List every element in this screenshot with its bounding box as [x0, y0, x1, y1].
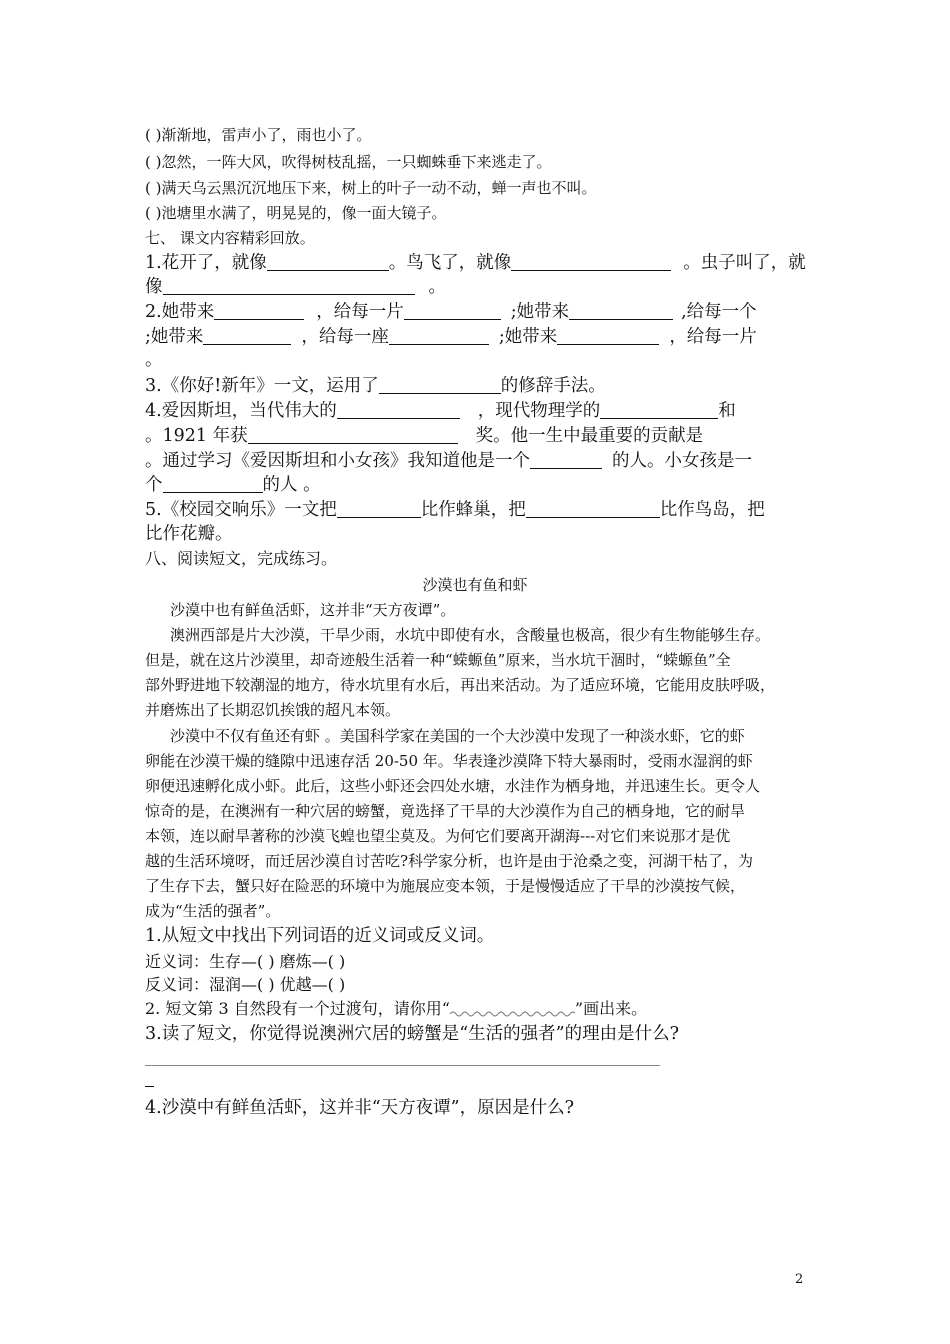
order-item-2 — [145, 155, 552, 170]
s8-q2-text: 2. 短文第 3 自然段有一个过渡句，请你用“ — [145, 999, 450, 1018]
s7-q4-text: 奖。他一生中最重要的贡献是 — [475, 426, 704, 446]
passage-line: 了生存下去，蟹只好在险恶的环境中为施展应变本领，于是慢慢适应了干旱的沙漠按气候， — [145, 877, 746, 895]
passage-line: 卵便迅速孵化成小虾。此后，这些小虾还会四处水塘，水洼作为栖身地，并迅速生长。更令人 — [145, 777, 761, 795]
s7-q5-line1 — [145, 501, 765, 520]
s8-q1: 1.从短文中找出下列词语的近义词或反义词。 — [145, 926, 495, 946]
passage-line: 卵能在沙漠干燥的缝隙中迅速存活 20-50 年。华表逢沙漠降下特大暴雨时，受雨水湿润的虾 — [145, 752, 753, 770]
s7-q3-text: 3.《你好!新年》一文，运用了 — [145, 376, 379, 396]
s7-q4-line2 — [145, 427, 703, 446]
s7-q4-line1 — [145, 402, 736, 421]
s7-q2-line1 — [145, 303, 757, 322]
s8-q2-text: ”画出来。 — [574, 999, 648, 1018]
s7-q1-line2 — [145, 278, 446, 297]
passage-line: 但是，就在这片沙漠里，却奇迹般生活着一种“蝾螈鱼”原来，当水坑干涸时，“蝾螈鱼”全 — [145, 651, 731, 669]
s7-q1-text: 1.花开了，就像 — [145, 253, 267, 273]
s7-q2-text: ，给每一片 — [316, 302, 404, 322]
passage-title: 沙漠也有鱼和虾 — [422, 576, 528, 594]
fill-blank[interactable] — [203, 328, 291, 345]
page-number: 2 — [795, 1272, 804, 1287]
fill-blank[interactable] — [337, 402, 460, 419]
order-item-3 — [145, 181, 597, 196]
s7-q1-text: 。 — [428, 277, 446, 297]
fill-blank[interactable] — [557, 328, 659, 345]
fill-blank[interactable] — [530, 452, 602, 469]
fill-blank[interactable] — [248, 427, 458, 444]
s7-q5-text: 比作蜂巢，把 — [420, 500, 526, 520]
fill-blank[interactable] — [163, 278, 415, 295]
fill-blank[interactable] — [511, 254, 671, 271]
passage-line: 沙漠中不仅有鱼还有虾 。美国科学家在美国的一个大沙漠中发现了一种淡水虾，它的虾 — [170, 727, 745, 745]
s7-q4-text: 和 — [718, 401, 736, 421]
fill-blank[interactable] — [163, 476, 263, 493]
order-text: 池塘里水满了，明晃晃的，像一面大镜子。 — [161, 204, 447, 222]
wavy-underline-icon — [450, 1004, 575, 1018]
fill-blank[interactable] — [379, 377, 501, 394]
fill-blank[interactable] — [404, 303, 501, 320]
passage-line: 沙漠中也有鲜鱼活虾，这并非“天方夜谭”。 — [170, 601, 456, 619]
fill-blank[interactable] — [267, 254, 389, 271]
s7-q4-text: 的人。小女孩是一 — [612, 451, 752, 471]
passage-line: 本领，连以耐旱著称的沙漠飞蝗也望尘莫及。为何它们要离开湖海---对它们来说那才是优 — [145, 827, 731, 845]
fill-blank[interactable] — [569, 303, 673, 320]
order-paren: ( ) — [145, 153, 162, 171]
fill-blank[interactable] — [600, 402, 718, 419]
order-paren: ( ) — [145, 179, 162, 197]
order-text: 渐渐地，雷声小了，雨也小了。 — [161, 126, 372, 144]
s7-q2-text: ;她带来 — [510, 302, 570, 322]
s7-q2-text: 2.她带来 — [145, 302, 215, 322]
order-item-4 — [145, 206, 447, 221]
s7-q4-text: 4.爱因斯坦，当代伟大的 — [145, 401, 337, 421]
answer-line[interactable] — [145, 1065, 660, 1066]
s7-q5-line2: 比作花瓣。 — [145, 524, 233, 544]
order-paren: ( ) — [145, 204, 162, 222]
answer-line-dash — [145, 1086, 154, 1087]
section-7-title: 七、 课文内容精彩回放。 — [145, 229, 315, 247]
s8-synonym-line: 近义词：生存—( ) 磨炼—( ) — [145, 952, 346, 971]
passage-line: 惊奇的是，在澳洲有一种穴居的螃蟹，竟选择了干旱的大沙漠作为自己的栖身地，它的耐旱 — [145, 802, 746, 820]
order-text: 忽然，一阵大风，吹得树枝乱摇，一只蜘蛛垂下来逃走了。 — [161, 153, 552, 171]
s7-q4-text: 。1921 年获 — [145, 426, 248, 446]
s7-q4-text: 个 — [145, 475, 163, 495]
s7-q4-line4 — [145, 476, 321, 495]
passage-line: 澳洲西部是片大沙漠，干旱少雨，水坑中即使有水，含酸量也极高，很少有生物能够生存。 — [170, 626, 771, 644]
order-text: 满天乌云黑沉沉地压下来，树上的叶子一动不动，蝉一声也不叫。 — [161, 179, 597, 197]
passage-line: 部外野进地下较潮湿的地方，待水坑里有水后，再出来活动。为了适应环境，它能用皮肤呼吸， — [145, 676, 776, 694]
s7-q1-text: 。鸟飞了，就像 — [388, 253, 512, 273]
s7-q2-text: ，给每一片 — [669, 327, 757, 347]
fill-blank[interactable] — [526, 501, 660, 518]
s7-q3 — [145, 377, 606, 396]
s7-q4-line3 — [145, 452, 752, 471]
s7-q2-text: ;她带来 — [498, 327, 558, 347]
passage-line: 成为“生活的强者”。 — [145, 902, 281, 920]
s7-q1-text: 。虫子叫了，就 — [683, 253, 806, 273]
s8-q3: 3.读了短文，你觉得说澳洲穴居的螃蟹是“生活的强者”的理由是什么? — [145, 1024, 679, 1044]
s7-q2-text: ;她带来 — [145, 327, 204, 347]
passage-line: 越的生活环境呀，而迁居沙漠自讨苦吃?科学家分析，也许是由于沧桑之变，河湖干枯了，为 — [145, 852, 754, 870]
s7-q4-text: 。通过学习《爱因斯坦和小女孩》我知道他是一个 — [145, 451, 530, 471]
s7-q5-text: 比作鸟岛，把 — [659, 500, 765, 520]
fill-blank[interactable] — [337, 501, 421, 518]
s7-q2-text: ,给每一个 — [681, 302, 757, 322]
s7-q1-text: 像 — [145, 277, 163, 297]
s8-q2 — [145, 1001, 647, 1018]
s7-q4-text: 的人 。 — [262, 475, 321, 495]
fill-blank[interactable] — [214, 303, 304, 320]
s7-q2-line2 — [145, 328, 757, 347]
s7-q4-text: ，现代物理学的 — [477, 401, 601, 421]
fill-blank[interactable] — [389, 328, 489, 345]
section-8-title: 八、阅读短文，完成练习。 — [145, 549, 338, 568]
s7-q3-text: 的修辞手法。 — [500, 376, 606, 396]
passage-line: 并磨炼出了长期忍饥挨饿的超凡本领。 — [145, 701, 401, 719]
s7-q2-line3: 。 — [145, 350, 163, 370]
s7-q5-text: 5.《校园交响乐》一文把 — [145, 500, 337, 520]
order-item-1 — [145, 128, 372, 143]
s8-q4: 4.沙漠中有鲜鱼活虾，这并非“天方夜谭”，原因是什么? — [145, 1098, 574, 1118]
s8-antonym-line: 反义词：湿润—( ) 优越—( ) — [145, 975, 346, 994]
s7-q2-text: ，给每一座 — [301, 327, 389, 347]
order-paren: ( ) — [145, 126, 162, 144]
s7-q1-line1 — [145, 254, 806, 273]
